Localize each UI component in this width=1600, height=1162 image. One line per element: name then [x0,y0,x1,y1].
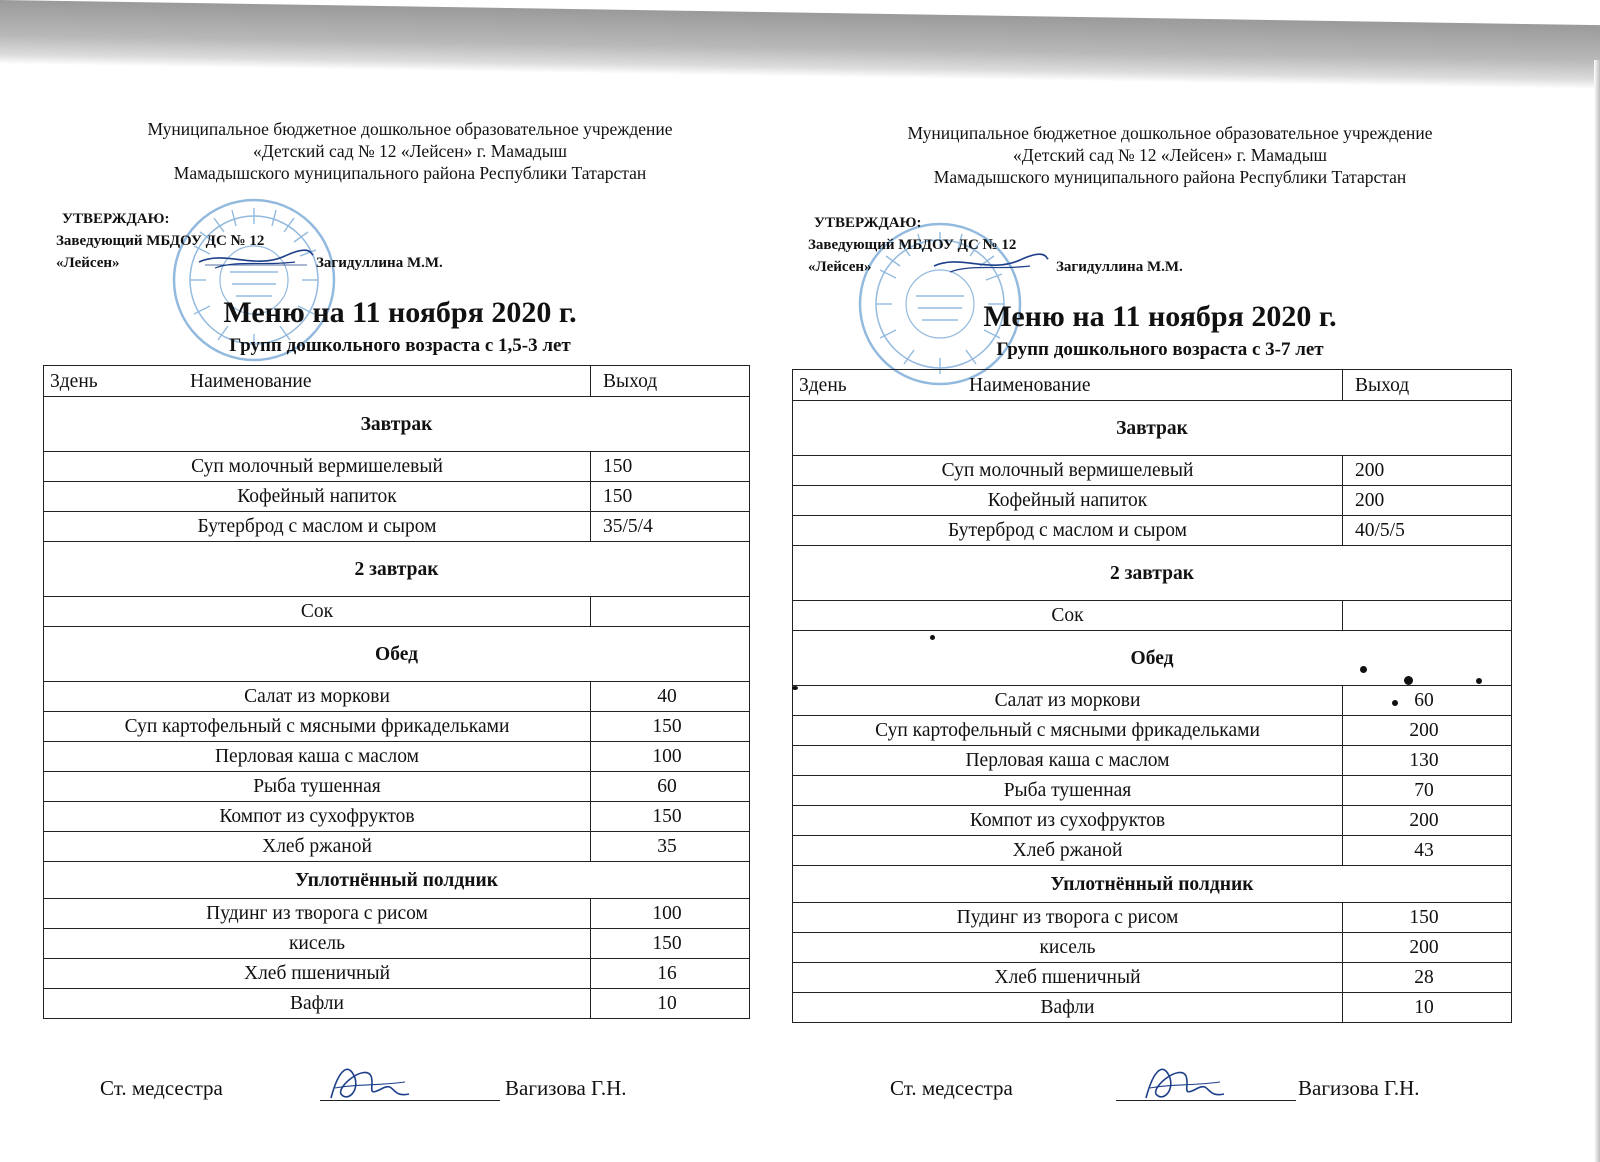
section-title: Уплотнённый полдник [793,866,1512,903]
header-day: 3день [50,370,98,392]
org-line-2: «Детский сад № 12 «Лейсен» г. Мамадыш [1013,145,1327,165]
dish-output: 130 [1343,746,1512,776]
dish-name: Салат из моркови [44,682,591,712]
section-title: Завтрак [793,401,1512,456]
org-line-1: Муниципальное бюджетное дошкольное образовательное учреждение [907,123,1433,143]
table-row [793,776,1512,806]
header-name: Наименование [969,374,1091,396]
dish-output: 150 [591,482,750,512]
dish-output: 150 [591,452,750,482]
dish-name: Бутерброд с маслом и сыром [44,512,591,542]
table-row [44,682,750,712]
footer-role: Ст. медсестра [890,1076,1013,1100]
dish-output: 100 [591,742,750,772]
age-group-title: Групп дошкольного возраста с 1,5-3 лет [229,335,571,356]
ink-speck [1360,666,1367,673]
approval-position: Заведующий МБДОУ ДС № 12 [808,237,1017,253]
ink-speck [1392,700,1398,706]
ink-speck [930,635,935,640]
head-signature-icon [195,240,315,280]
dish-name: Суп молочный вермишелевый [793,456,1343,486]
table-row [793,963,1512,993]
org-line-3: Мамадышского муниципального района Республики Татарстан [933,167,1407,187]
nurse-signature-icon [1140,1058,1230,1106]
section-title: 2 завтрак [793,546,1512,601]
section-title: Обед [793,631,1512,686]
menu-sheet-left [40,118,780,1148]
table-row [793,806,1512,836]
dish-output: 40/5/5 [1343,516,1512,546]
dish-output [1343,601,1512,631]
menu-table [792,369,1512,1023]
dish-name: Бутерброд с маслом и сыром [793,516,1343,546]
dish-output: 200 [1343,806,1512,836]
dish-output [591,597,750,627]
dish-name: Компот из сухофруктов [793,806,1343,836]
dish-name: Пудинг из творога с рисом [44,899,591,929]
table-row [793,456,1512,486]
table-row [44,832,750,862]
dish-name: кисель [793,933,1343,963]
section-row [44,542,750,597]
dish-output: 200 [1343,456,1512,486]
section-row [793,401,1512,456]
section-row [793,866,1512,903]
scanner-edge-band [0,0,1600,89]
dish-name: кисель [44,929,591,959]
dish-output: 150 [591,929,750,959]
dish-name: Вафли [793,993,1343,1023]
dish-output: 100 [591,899,750,929]
dish-name: Вафли [44,989,591,1019]
nurse-signature-icon [325,1058,415,1106]
dish-name: Салат из моркови [793,686,1343,716]
section-row [44,627,750,682]
dish-name: Рыба тушенная [793,776,1343,806]
table-row [44,712,750,742]
dish-output: 35/5/4 [591,512,750,542]
table-row [44,802,750,832]
dish-output: 10 [591,989,750,1019]
table-row [793,903,1512,933]
dish-output: 150 [1343,903,1512,933]
footer-name: Вагизова Г.Н. [1298,1076,1420,1100]
section-title: 2 завтрак [44,542,750,597]
approval-head-name: Загидуллина М.М. [316,255,443,271]
menu-title: Меню на 11 ноября 2020 г. [983,300,1337,333]
table-row [793,516,1512,546]
dish-output: 70 [1343,776,1512,806]
section-title: Завтрак [44,397,750,452]
table-row [44,899,750,929]
head-signature-icon [930,244,1050,284]
approval-org-short: «Лейсен» [56,255,120,271]
table-row [793,601,1512,631]
dish-name: Кофейный напиток [44,482,591,512]
approval-label: УТВЕРЖДАЮ: [62,211,170,227]
scanner-right-edge [1594,60,1600,1162]
approval-label: УТВЕРЖДАЮ: [814,215,922,231]
dish-output: 150 [591,712,750,742]
menu-sheet-right [800,122,1540,1152]
dish-name: Хлеб ржаной [44,832,591,862]
section-title: Обед [44,627,750,682]
dish-output: 35 [591,832,750,862]
org-line-3: Мамадышского муниципального района Республики Татарстан [173,163,647,183]
table-row [44,989,750,1019]
dish-name: Перловая каша с маслом [793,746,1343,776]
dish-name: Перловая каша с маслом [44,742,591,772]
dish-output: 60 [591,772,750,802]
dish-name: Хлеб ржаной [793,836,1343,866]
header-output: Выход [591,366,750,397]
org-line-2: «Детский сад № 12 «Лейсен» г. Мамадыш [253,141,567,161]
table-row [793,746,1512,776]
dish-output: 60 [1343,686,1512,716]
dish-output: 40 [591,682,750,712]
organization-header [40,118,780,184]
header-output: Выход [1343,370,1512,401]
org-line-1: Муниципальное бюджетное дошкольное образовательное учреждение [147,119,673,139]
table-header-row [793,370,1512,401]
section-row [44,862,750,899]
dish-output: 28 [1343,963,1512,993]
organization-header [800,122,1540,188]
footer-name: Вагизова Г.Н. [505,1076,627,1100]
table-row [44,742,750,772]
table-row [793,716,1512,746]
table-row [793,933,1512,963]
dish-output: 16 [591,959,750,989]
ink-speck [1476,678,1482,684]
ink-speck [792,686,798,690]
table-row [44,772,750,802]
ink-speck [1404,676,1413,685]
header-day: 3день [799,374,847,396]
section-row [44,397,750,452]
table-row [44,959,750,989]
table-row [793,993,1512,1023]
menu-title: Меню на 11 ноября 2020 г. [223,296,577,329]
dish-name: Хлеб пшеничный [793,963,1343,993]
footer-role: Ст. медсестра [100,1076,223,1100]
table-header-row [44,366,750,397]
table-row [793,836,1512,866]
dish-name: Суп картофельный с мясными фрикадельками [793,716,1343,746]
dish-name: Сок [44,597,591,627]
dish-name: Пудинг из творога с рисом [793,903,1343,933]
dish-name: Кофейный напиток [793,486,1343,516]
dish-output: 200 [1343,933,1512,963]
dish-name: Хлеб пшеничный [44,959,591,989]
dish-name: Компот из сухофруктов [44,802,591,832]
dish-name: Рыба тушенная [44,772,591,802]
dish-output: 10 [1343,993,1512,1023]
dish-name: Суп молочный вермишелевый [44,452,591,482]
approval-position: Заведующий МБДОУ ДС № 12 [56,233,265,249]
table-row [44,929,750,959]
dish-output: 200 [1343,486,1512,516]
table-row [44,597,750,627]
dish-name: Сок [793,601,1343,631]
table-row [793,486,1512,516]
table-row [44,482,750,512]
header-name: Наименование [190,370,312,392]
dish-output: 150 [591,802,750,832]
table-row [793,686,1512,716]
approval-head-name: Загидуллина М.М. [1056,259,1183,275]
age-group-title: Групп дошкольного возраста с 3-7 лет [996,339,1324,360]
dish-name: Суп картофельный с мясными фрикадельками [44,712,591,742]
section-row [793,546,1512,601]
dish-output: 43 [1343,836,1512,866]
section-title: Уплотнённый полдник [44,862,750,899]
menu-table [43,365,750,1019]
dish-output: 200 [1343,716,1512,746]
approval-org-short: «Лейсен» [808,259,872,275]
table-row [44,452,750,482]
table-row [44,512,750,542]
